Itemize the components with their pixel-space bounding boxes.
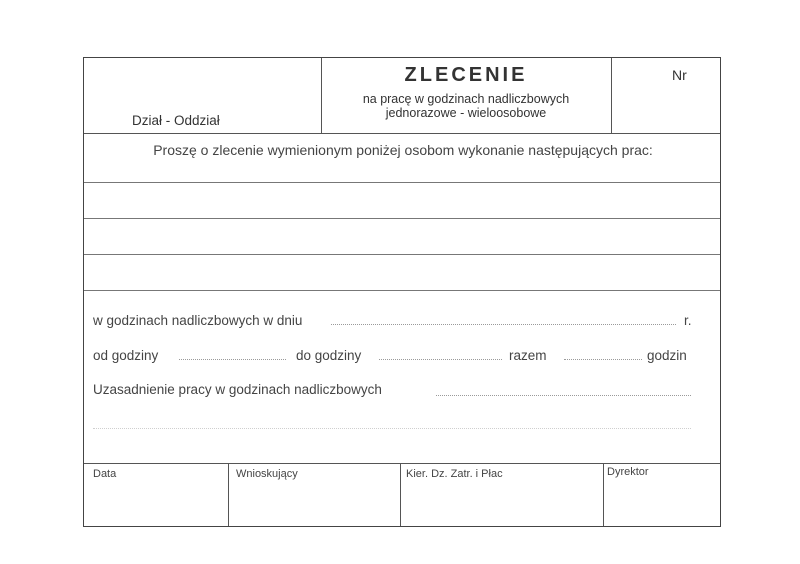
department-label: Dział - Oddział bbox=[132, 113, 220, 128]
overtime-order-form bbox=[83, 57, 721, 527]
footer-requester-label: Wnioskujący bbox=[236, 468, 298, 480]
to-hour-field[interactable] bbox=[379, 359, 502, 360]
date-field[interactable] bbox=[331, 324, 676, 325]
justification-field-2[interactable] bbox=[93, 428, 691, 429]
form-title: ZLECENIE bbox=[404, 64, 528, 86]
date-suffix: r. bbox=[684, 313, 692, 328]
hours-label: godzin bbox=[647, 348, 687, 363]
number-label: Nr bbox=[672, 67, 687, 83]
footer-divider-2 bbox=[400, 463, 401, 526]
footer-divider-1 bbox=[228, 463, 229, 526]
form-subtitle-line1: na pracę w godzinach nadliczbowych bbox=[362, 92, 570, 106]
to-hour-label: do godziny bbox=[296, 348, 362, 363]
total-hours-field[interactable] bbox=[564, 359, 642, 360]
work-line-4[interactable] bbox=[84, 290, 720, 291]
request-text: Proszę o zlecenie wymienionym poniżej osobom wykonanie następujących prac: bbox=[153, 142, 653, 158]
from-hour-field[interactable] bbox=[179, 359, 286, 360]
footer-head-label: Kier. Dz. Zatr. i Płac bbox=[406, 468, 503, 480]
work-line-3[interactable] bbox=[84, 254, 720, 255]
form-subtitle-line2: jednorazowe - wieloosobowe bbox=[385, 106, 547, 120]
from-hour-label: od godziny bbox=[93, 348, 159, 363]
footer-date-label: Data bbox=[93, 468, 117, 480]
footer-director-label: Dyrektor bbox=[607, 466, 649, 478]
work-line-2[interactable] bbox=[84, 218, 720, 219]
justification-label: Uzasadnienie pracy w godzinach nadliczbowych bbox=[93, 382, 382, 397]
footer-divider-3 bbox=[603, 463, 604, 526]
total-label: razem bbox=[509, 348, 547, 363]
work-line-1[interactable] bbox=[84, 182, 720, 183]
date-label: w godzinach nadliczbowych w dniu bbox=[93, 313, 303, 328]
justification-field-1[interactable] bbox=[436, 395, 691, 396]
footer-top-line bbox=[84, 463, 720, 464]
header-divider-right bbox=[611, 58, 612, 133]
header-bottom-line bbox=[84, 133, 720, 134]
